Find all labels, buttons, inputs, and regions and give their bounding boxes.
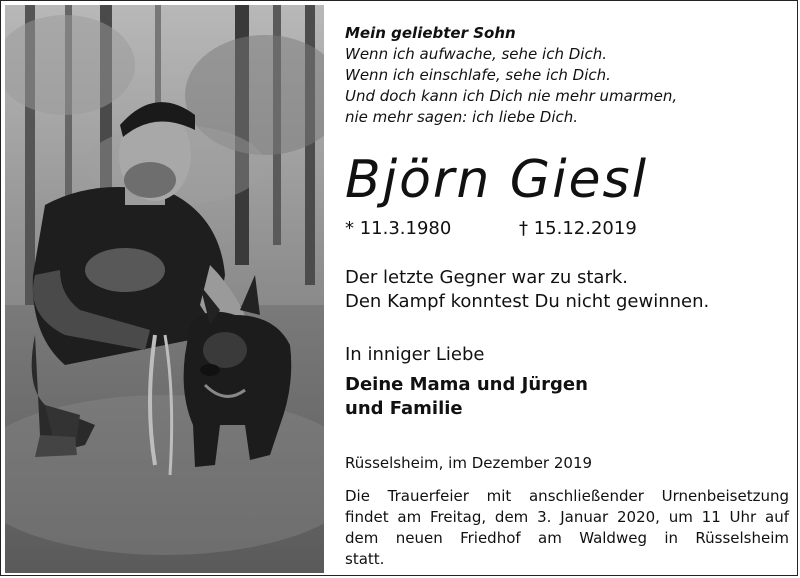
poem-line: Wenn ich aufwache, sehe ich Dich.: [345, 45, 607, 63]
birth-date: * 11.3.1980: [345, 218, 452, 239]
funeral-notice: [345, 486, 789, 570]
poem-line: Wenn ich einschlafe, sehe ich Dich.: [345, 66, 611, 84]
funeral-line: dem neuen Friedhof am Waldweg in Rüsselsheim: [345, 529, 789, 547]
mourners-line: und Familie: [345, 398, 463, 419]
deceased-name: Björn Giesl: [345, 150, 649, 210]
portrait-photo: [5, 5, 324, 573]
funeral-line: findet am Freitag, dem 3. Januar 2020, um 11 Uhr auf: [345, 508, 789, 526]
poem-line: nie mehr sagen: ich liebe Dich.: [345, 108, 579, 126]
photo-illustration: [5, 5, 324, 573]
mourners-intro: In inniger Liebe: [345, 344, 485, 365]
funeral-line: statt.: [345, 550, 385, 568]
mourners-names: [345, 373, 588, 421]
death-date: † 15.12.2019: [519, 218, 637, 239]
quote-line: Der letzte Gegner war zu stark.: [345, 267, 629, 288]
mourners-line: Deine Mama und Jürgen: [345, 374, 588, 395]
poem-line: Und doch kann ich Dich nie mehr umarmen,: [345, 87, 678, 105]
quote-line: Den Kampf konntest Du nicht gewinnen.: [345, 291, 710, 312]
place-and-date: Rüsselsheim, im Dezember 2019: [345, 454, 593, 472]
poem: [345, 23, 677, 128]
poem-title: Mein geliebter Sohn: [345, 24, 516, 42]
funeral-line: Die Trauerfeier mit anschließender Urnenbeisetzung: [345, 487, 789, 505]
memorial-quote: [345, 266, 709, 314]
